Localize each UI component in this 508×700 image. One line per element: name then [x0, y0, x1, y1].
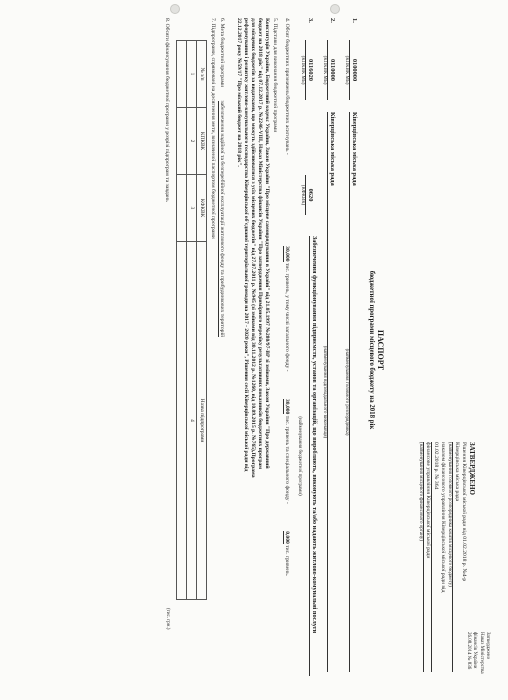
function-code-caption: (КФКВК) — [300, 184, 305, 206]
column-number: 1 — [187, 41, 197, 108]
chief-administrator-caption: (найменування головного розпорядника) — [344, 348, 349, 436]
program-code: 0116020 — [305, 40, 314, 100]
budget-total-value: 30,000 — [284, 246, 290, 262]
budget-volume — [283, 18, 290, 688]
legal-basis-text — [235, 18, 270, 688]
passport-title: ПАСПОРТ — [376, 329, 385, 371]
program-name-caption: (найменування бюджетної програми) — [297, 416, 302, 496]
budget-volume-text: тис. гривень. — [284, 545, 290, 577]
chief-administrator-name: Ківерцівська міська рада — [349, 112, 358, 672]
table-row — [187, 41, 197, 600]
table-row — [177, 41, 187, 600]
column-header: Назва підпрограми — [197, 242, 207, 600]
program-goal — [218, 18, 225, 337]
legal-basis-line: реформування і розвитку житлово-комунального господарства Ківерцівської об'єднаної територіальної громади на 2017 - 2020 роки", Рішення сесії Ківерцівської міської ради від — [243, 18, 250, 472]
subprograms-label: 7. Підпрограми, спрямовані на досягнення мети, визначеної паспортом бюджетної програми — [210, 18, 216, 239]
order-stamp-line: фінансів України — [472, 632, 478, 669]
approval-finance-caption: (найменування місцевого фінансового органу) — [418, 442, 424, 541]
executor-name: Ківерцівська міська рада — [327, 112, 336, 672]
approval-title: ЗАТВЕРДЖЕНО — [468, 442, 476, 495]
financing-label: 8. Обсяги фінансування бюджетної програми у розрізі підпрограм та завдань — [164, 18, 170, 202]
column-header: № з/п — [197, 41, 207, 108]
general-fund-value: 30,000 — [284, 398, 290, 415]
column-header: КФКВК — [197, 175, 207, 242]
legal-basis-line: для місцевих бюджетів за видатками, що можуть здійснюватися з усіх місцевих бюджетів" від 27.07.2011 р. №945 (зі змінами від 30.11.2012 р. №1260, від 10.09.2015 р. №765),Програма — [250, 18, 257, 478]
special-fund-value: 0,000 — [284, 531, 290, 544]
approval-order-number: 01.02.2018 р. № 364 — [431, 442, 439, 672]
budget-volume-text: тис. гривень, у тому числі загального фонду - — [284, 262, 290, 372]
order-stamp-line: Наказ Міністерства — [478, 632, 484, 674]
order-stamp-line: 26.08.2014 № 836 — [466, 632, 472, 670]
row-number: 3. — [307, 18, 314, 23]
legal-basis-line: 22.12.2017 року №59/17 "Про міський бюджет на 2018 рік". — [236, 18, 243, 167]
table-cell — [177, 242, 187, 600]
approval-administrator: Ківерцівська міська рада — [452, 442, 460, 672]
order-stamp-line: Затверджено — [485, 632, 490, 660]
row-number: 1. — [351, 18, 358, 23]
program-code-caption: (КПКВК МБ) — [344, 55, 349, 85]
program-code-caption: (КПКВК МБ) — [300, 55, 305, 85]
table-cell — [177, 175, 187, 242]
approval-administrator-caption: (найменування головного розпорядника коштів місцевого бюджету) — [447, 442, 453, 587]
column-number: 4 — [187, 242, 197, 600]
passport-subtitle: бюджетної програми місцевого бюджету на 2018 рік — [368, 270, 375, 430]
units-note: (тис. грн.) — [165, 608, 170, 630]
legal-basis-line: Конституція України, Бюджетний кодекс України, Закон України "Про місцеве самоврядування в Україні" від 21.05.1997 №280/97-ВР зі змінами, Закон України "Про державний — [264, 18, 270, 469]
column-number: 2 — [187, 108, 197, 175]
program-name: Забезпечення функціонування підприємств, установ та організацій, що виробляють, виконують та/або надають житлово-комунальні послуги — [309, 236, 318, 676]
table-cell — [177, 41, 187, 108]
program-code-caption: (КПКВК МБ) — [322, 55, 327, 85]
program-goal-label: 6. Мета бюджетної програми — [219, 18, 225, 88]
budget-volume-text: 4. Обсяг бюджетних призначень/бюджетних асигнувань - — [284, 18, 290, 155]
table-header-row — [197, 41, 207, 600]
budget-volume-text: тис. гривень та спеціального фонду - — [284, 415, 290, 504]
program-goal-text: забезпечення надійної та безперебійної експлуатації житлового фонду та прибудинкових територій — [219, 100, 225, 338]
approval-decision: Рішення Ківерцівської міської ради від 01.02.2018 р. №4-р — [461, 442, 468, 582]
executor-caption: (найменування відповідального виконавця) — [322, 345, 327, 439]
legal-basis-label: 5. Підстави для виконання бюджетної програми — [272, 18, 278, 133]
program-code: 0110000 — [327, 40, 336, 100]
program-code: 0100000 — [349, 40, 358, 100]
legal-basis-line: бюджет на 2018 рік" від 07.12.2017 р. №2246-VIII, Наказ Міністерства фінансів України "Про затвердження Примірного переліку результативних показників бюджетних програм — [257, 18, 264, 470]
function-code: 0620 — [305, 175, 314, 215]
approval-block — [417, 442, 476, 672]
approval-finance-body: фінансове управління Ківерцівської міської ради — [423, 442, 431, 672]
table-cell — [177, 108, 187, 175]
column-number: 3 — [187, 175, 197, 242]
column-header: КПКВК — [197, 108, 207, 175]
subprograms-table — [176, 40, 207, 600]
row-number: 2. — [329, 18, 336, 23]
approval-order: наказом фінансового управління Ківерцівської міської ради від — [440, 442, 447, 593]
